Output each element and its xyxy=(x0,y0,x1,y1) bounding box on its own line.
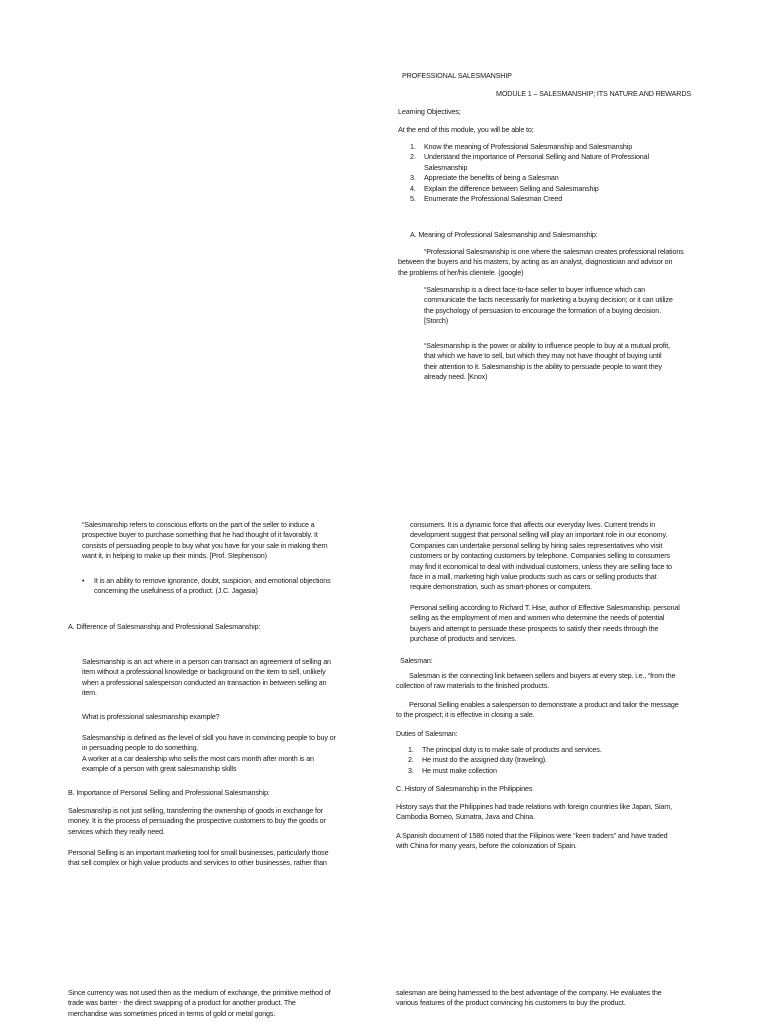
duty-number: 3. xyxy=(408,765,414,775)
paragraph-line: various features of the product convincing his customers to buy the product. xyxy=(396,998,626,1008)
paragraph-line: A worker at a car dealership who sells the most cars month after month is an xyxy=(82,753,314,763)
paragraph-line: between the buyers and his masters, by acting as an analyst, diagnostician and advisor on xyxy=(398,257,673,267)
bullet-line xyxy=(82,576,331,586)
paragraph-line: with China for many years, before the colonization of Spain. xyxy=(396,841,577,851)
paragraph-line: purchase of products and services. xyxy=(410,634,517,644)
duties-list xyxy=(408,745,602,776)
personal-enables-paragraph xyxy=(396,700,679,721)
objective-number: 3. xyxy=(410,173,416,183)
definition-paragraph-2 xyxy=(424,285,673,327)
end-of-module-line: At the end of this module, you will be able to; xyxy=(398,125,534,134)
document-title xyxy=(402,71,512,81)
objective-text: Appreciate the benefits of being a Salesman xyxy=(424,173,559,183)
consumers-paragraph xyxy=(410,520,672,593)
paragraph-line: Salesmanship is an act where in a person can transact an agreement of selling an xyxy=(82,657,331,666)
hise-paragraph xyxy=(410,603,680,645)
objective-item xyxy=(410,184,649,194)
objective-text: Understand the importance of Personal Selling and Nature of Professional xyxy=(424,152,649,162)
duty-text: The principal duty is to make sale of products and services. xyxy=(422,745,602,754)
paragraph-line: want it, in helping to make up their minds. [Prof. Stephenson) xyxy=(82,551,267,561)
difference-paragraph xyxy=(82,657,331,699)
bullet-text: concerning the usefulness of a product. (J.C. Jagasia) xyxy=(94,586,258,596)
history-paragraph xyxy=(396,802,672,823)
section-c-text: C. History of Salesmanship in the Philippines xyxy=(396,784,533,793)
salesman-paragraph xyxy=(396,671,675,692)
paragraph-line: Salesmanship is not just selling, transferring the ownership of goods in exchange for xyxy=(68,806,323,815)
paragraph-line: already need. [Knox) xyxy=(424,372,488,382)
section-b-heading xyxy=(68,788,270,798)
paragraph-line: development suggest that personal selling will play an important role in our economy. xyxy=(410,530,668,540)
paragraph-line: to the prospect; it is effective in closing a sale. xyxy=(396,710,535,720)
objective-item xyxy=(410,163,649,173)
section-b-text: B. Importance of Personal Selling and Professional Salesmanship: xyxy=(68,788,270,797)
section-a2-heading xyxy=(68,622,260,632)
paragraph-line: when a professional salesperson conducted an transaction in between selling an xyxy=(82,677,327,687)
paragraph-line: Salesman is the connecting link between sellers and buyers at every step. i.e., “from the xyxy=(409,671,676,680)
example-answer xyxy=(82,733,336,775)
duty-number: 1. xyxy=(408,745,414,754)
objective-text: Enumerate the Professional Salesman Creed xyxy=(424,194,563,204)
paragraph-line: Personal selling according to Richard T. Hise, author of Effective Salesmanship. personal xyxy=(410,603,680,612)
paragraph-line: consumers. It is a dynamic force that affects our everyday lives. Current trends in xyxy=(410,520,656,529)
paragraph-line: item. xyxy=(82,688,97,698)
objective-text: Know the meaning of Professional Salesmanship and Salesmanship xyxy=(424,142,633,151)
example-question xyxy=(82,712,220,722)
paragraph-line: money. It is the process of persuading the prospective customers to buy the goods or xyxy=(68,816,326,826)
duty-item xyxy=(408,755,602,765)
paragraph-line: Salesmanship is defined as the level of skill you have in convincing people to buy or xyxy=(82,733,336,742)
objective-number: 2. xyxy=(410,152,416,162)
paragraph-line: the psychology of persuasion to encourage the formation of a buying decision. xyxy=(424,305,661,315)
paragraph-line: in persuading people to do something. xyxy=(82,743,199,753)
paragraph-line: selling as the employment of men and women who determine the needs of potential xyxy=(410,613,665,623)
duty-item xyxy=(408,745,602,755)
objective-number: 1. xyxy=(410,142,416,151)
module-text: MODULE 1 – SALESMANSHIP; ITS NATURE AND REWARDS xyxy=(496,89,692,98)
paragraph-line: buyers and attempt to persuade these prospects to satisfy their needs through the xyxy=(410,623,659,633)
paragraph-line: example of a person with great salesmanship skills xyxy=(82,764,237,774)
salesman-heading-text: Salesman: xyxy=(400,656,433,665)
paragraph-line: that which we have to sell, but which they may not have thought of buying until xyxy=(424,351,662,361)
paragraph-line: face in a mall, marketing high value products such as cars or selling products that xyxy=(410,572,657,582)
objective-item xyxy=(410,152,649,162)
paragraph-line: that sell complex or high value products and services to other businesses, rather than xyxy=(68,858,327,868)
duty-number: 2. xyxy=(408,755,414,765)
paragraph-line: salesman are being harnessed to the best advantage of the company. He evaluates the xyxy=(396,988,662,997)
currency-paragraph xyxy=(68,988,330,1019)
personal-selling-paragraph xyxy=(68,848,328,869)
objective-text: Salesmanship xyxy=(424,162,468,172)
paragraph-line: require demonstration, such as smart-phones or computers. xyxy=(410,582,593,592)
importance-paragraph xyxy=(68,806,326,837)
title-text: PROFESSIONAL SALESMANSHIP xyxy=(402,71,512,80)
module-heading xyxy=(496,89,691,99)
duties-heading xyxy=(396,729,457,739)
section-a-text: A. Meaning of Professional Salesmanship and Salesmanship: xyxy=(410,230,598,239)
objective-item xyxy=(410,142,649,152)
paragraph-line: “Salesmanship refers to conscious efforts on the part of the seller to induce a xyxy=(82,520,315,529)
objective-item xyxy=(410,194,649,204)
objective-number: 4. xyxy=(410,183,416,193)
question-text: What is professional salesmanship example? xyxy=(82,712,220,721)
paragraph-line: may find it economical to deal with individual customers, unless they are selling face to xyxy=(410,561,672,571)
paragraph-line: collection of raw materials to the finished products. xyxy=(396,681,550,691)
bullet-dot-icon: • xyxy=(82,576,85,585)
duty-text: He must do the assigned duty (traveling). xyxy=(422,755,547,765)
bullet-text: It is an ability to remove ignorance, doubt, suspicion, and emotional objections xyxy=(94,576,331,585)
section-a-heading xyxy=(410,230,598,240)
learning-objectives-heading xyxy=(398,107,461,117)
paragraph-line: A Spanish document of 1586 noted that the Filipinos were “keen traders” and have traded xyxy=(396,831,668,840)
section-a2-text: A. Difference of Salesmanship and Professional Salesmanship: xyxy=(68,622,261,631)
definition-paragraph-3 xyxy=(424,341,670,383)
paragraph-line: communicate the facts necessarily for marketing a buying decision; or it can utilize xyxy=(424,295,673,305)
paragraph-line: History says that the Philippines had trade relations with foreign countries like Japan, Siam, xyxy=(396,802,672,811)
objectives-list xyxy=(410,142,649,204)
paragraph-line: “Professional Salesmanship is one where the salesman creates professional relations xyxy=(424,247,684,256)
paragraph-line: Personal Selling enables a salesperson to demonstrate a product and tailor the message xyxy=(409,700,679,709)
section-c-heading xyxy=(396,784,532,794)
salesman-heading xyxy=(400,656,433,666)
definition-paragraph-1 xyxy=(398,247,684,278)
paragraph-line: item without a professional knowledge or background on the item to sell, unlikely xyxy=(82,667,326,677)
paragraph-line: “Salesmanship is the power or ability to influence people to buy at a mutual profit, xyxy=(424,341,670,350)
paragraph-line: trade was barter - the direct swapping of a product for another product. The xyxy=(68,998,296,1008)
definition-paragraph-4 xyxy=(82,520,327,562)
bullet-item xyxy=(82,576,331,597)
paragraph-line: Personal Selling is an important marketing tool for small businesses, particularly those xyxy=(68,848,329,857)
harnessed-paragraph xyxy=(396,988,662,1009)
duty-text: He must make collection xyxy=(422,765,497,775)
paragraph-line: consists of persuading people to buy what you have for your sale in making them xyxy=(82,540,328,550)
paragraph-line: services which they really need. xyxy=(68,826,165,836)
paragraph-line: Since currency was not used then as the medium of exchange, the primitive method of xyxy=(68,988,331,997)
paragraph-line: customers or by contacting customers by telephone. Companies selling to consumers xyxy=(410,551,670,561)
objective-item xyxy=(410,173,649,183)
paragraph-line: prospective buyer to purchase something that he had thought of it favorably. It xyxy=(82,530,318,540)
spanish-paragraph xyxy=(396,831,667,852)
paragraph-line: the problems of her/his clientele. (google) xyxy=(398,267,524,277)
paragraph-line: Companies can undertake personal selling by hiring sales representatives who visit xyxy=(410,540,663,550)
paragraph-line: Cambodia Borneo, Sumatra, Java and China. xyxy=(396,812,535,822)
learning-objectives-text: Learning Objectives; xyxy=(398,107,461,116)
objective-text: Explain the difference between Selling and Salesmanship xyxy=(424,183,599,193)
duties-heading-text: Duties of Salesman: xyxy=(396,729,458,738)
end-of-module-text xyxy=(398,125,534,135)
objective-number: 5. xyxy=(410,194,416,204)
paragraph-line: [Storch) xyxy=(424,316,448,326)
paragraph-line: “Salesmanship is a direct face-to-face seller to buyer influence which can xyxy=(424,285,646,294)
paragraph-line: their attention to it. Salesmanship is the ability to persuade people to want they xyxy=(424,361,662,371)
paragraph-line: merchandise was sometimes priced in terms of gold or metal gongs. xyxy=(68,1008,276,1018)
duty-item xyxy=(408,766,602,776)
